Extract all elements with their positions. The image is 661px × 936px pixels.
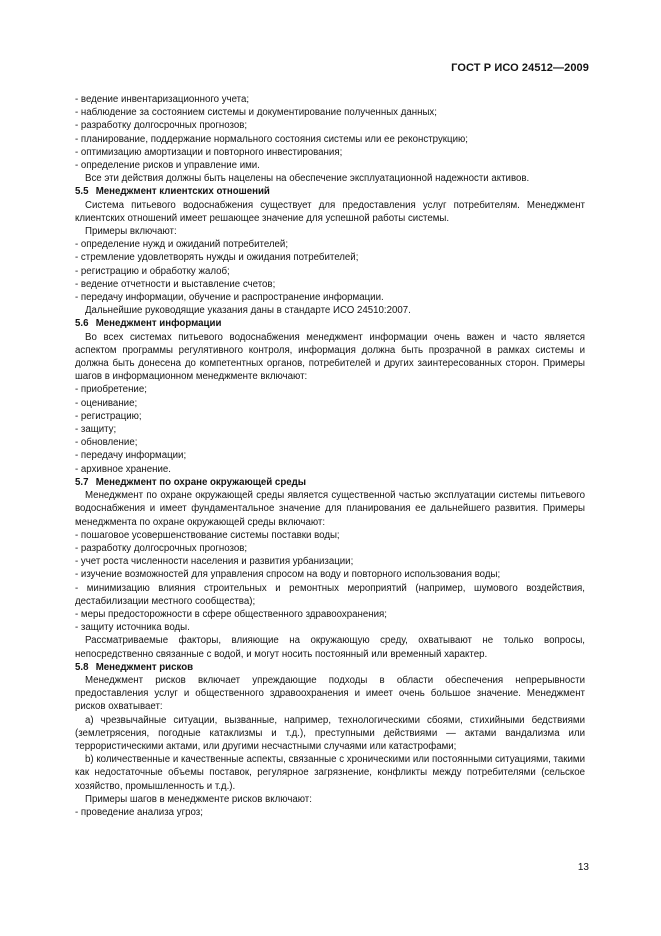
list-item: - меры предосторожности в сфере общественного здравоохранения; [75, 608, 387, 620]
section-title: Менеджмент по охране окружающей среды [95, 476, 307, 488]
section-title: Менеджмент рисков [95, 661, 194, 673]
section-5-8-item-b: b) количественные и качественные аспекты, связанные с хроническими или постоянными ситуациями, такими как недостаточные объемы поставок, регулярное загрязнение, конфликты между потребителями (сельское хозяйство, промышленность и т.д.). [75, 754, 585, 792]
section-5-5-closing: Дальнейшие руководящие указания даны в стандарте ИСО 24510:2007. [85, 305, 411, 317]
list-item: - оценивание; [75, 397, 138, 409]
list-item: - разработку долгосрочных прогнозов; [75, 120, 248, 132]
section-title: Менеджмент клиентских отношений [95, 186, 270, 198]
section-5-6-paragraph: Во всех системах питьевого водоснабжения менеджмент информации очень важен и часто является аспектом программы регулятивного контроля, информация должна быть прозрачной в рамках системы и должна быть донесена до компетентных органов, потребителей и других заинтересованных сторон. Примеры шагов в информационном менеджменте включают: [75, 331, 585, 383]
section-5-8-item-a: а) чрезвычайные ситуации, вызванные, например, технологическими сбоями, стихийными бедствиями (землетрясения, погодные катаклизмы и т.д.), преступными действиями — актами вандализма или террористическими актами, или другими несчастными случаями или катастрофами; [75, 714, 585, 752]
list-item: - определение рисков и управление ими. [75, 160, 260, 172]
list-item: - передачу информации, обучение и распространение информации. [75, 292, 384, 304]
section-5-7-paragraph: Менеджмент по охране окружающей среды является существенной частью эксплуатации системы питьевого водоснабжения и имеет фундаментальное значение для планирования ее дальнейшего развития. Примеры менеджмента по охране окружающей среды включают: [75, 490, 585, 528]
section-5-8-list [75, 806, 585, 819]
section-5-7-heading [75, 476, 585, 489]
list-item: - минимизацию влияния строительных и ремонтных мероприятий (например, шумового воздействия, дестабилизации местного сообщества); [75, 582, 585, 607]
section-5-7-list [75, 529, 585, 635]
section-5-6-heading [75, 317, 585, 330]
list-item: - ведение инвентаризационного учета; [75, 94, 250, 105]
list-item: - архивное хранение. [75, 463, 171, 475]
section-5-5-heading [75, 185, 585, 198]
list-item: - наблюдение за состоянием системы и документирование полученных данных; [75, 107, 437, 119]
list-item: - пошаговое усовершенствование системы поставки воды; [75, 529, 340, 541]
list-item: - приобретение; [75, 384, 147, 396]
section-5-8-heading [75, 661, 585, 674]
section-5-5-examples-intro: Примеры включают: [85, 226, 177, 238]
section-title: Менеджмент информации [95, 318, 222, 330]
list-item: - обновление; [75, 437, 138, 449]
section-number: 5.5 [75, 186, 89, 198]
list-item: - оптимизацию амортизации и повторного инвестирования; [75, 146, 343, 158]
list-item: - разработку долгосрочных прогнозов; [75, 542, 248, 554]
list-item: - изучение возможностей для управления спросом на воду и повторного использования воды; [75, 569, 501, 581]
section-5-8-paragraph: Менеджмент рисков включает упреждающие подходы в области обеспечения непрерывности предоставления услуг и общественного здравоохранения и имеет очень большое значение. Менеджмент рисков охватывает: [75, 674, 585, 713]
document-body [75, 93, 585, 819]
list-item: - планирование, поддержание нормального состояния системы или ее реконструкцию; [75, 133, 468, 145]
list-item: - определение нужд и ожиданий потребителей; [75, 239, 289, 251]
page-number: 13 [577, 862, 589, 873]
section-number: 5.6 [75, 318, 89, 330]
section-number: 5.8 [75, 661, 89, 673]
list-item: - защиту источника воды. [75, 622, 190, 634]
section-5-6-list [75, 383, 585, 475]
section-number: 5.7 [75, 476, 89, 488]
list-item: - регистрацию и обработку жалоб; [75, 265, 230, 277]
section-5-8-examples-intro: Примеры шагов в менеджменте рисков включают: [85, 793, 312, 805]
list-item: - передачу информации; [75, 450, 187, 462]
list-item: - ведение отчетности и выставление счетов; [75, 278, 276, 290]
list-item: - регистрацию; [75, 410, 142, 422]
section-5-5-paragraph: Система питьевого водоснабжения существует для предоставления услуг потребителям. Менеджмент клиентских отношений имеет решающее значение для успешной работы системы. [75, 199, 585, 224]
list-item: - проведение анализа угроз; [75, 806, 203, 818]
intro-list [75, 93, 585, 172]
section-5-7-closing: Рассматриваемые факторы, влияющие на окружающую среду, охватывают не только вопросы, непосредственно связанные с водой, и могут носить постоянный или временный характер. [75, 635, 585, 660]
intro-closing-paragraph: Все эти действия должны быть нацелены на обеспечение эксплуатационной надежности активов. [85, 173, 530, 185]
section-5-5-list [75, 238, 585, 304]
list-item: - защиту; [75, 424, 117, 436]
document-code-header: ГОСТ Р ИСО 24512—2009 [451, 62, 589, 74]
list-item: - стремление удовлетворять нужды и ожидания потребителей; [75, 252, 359, 264]
list-item: - учет роста численности населения и развития урбанизации; [75, 556, 354, 568]
